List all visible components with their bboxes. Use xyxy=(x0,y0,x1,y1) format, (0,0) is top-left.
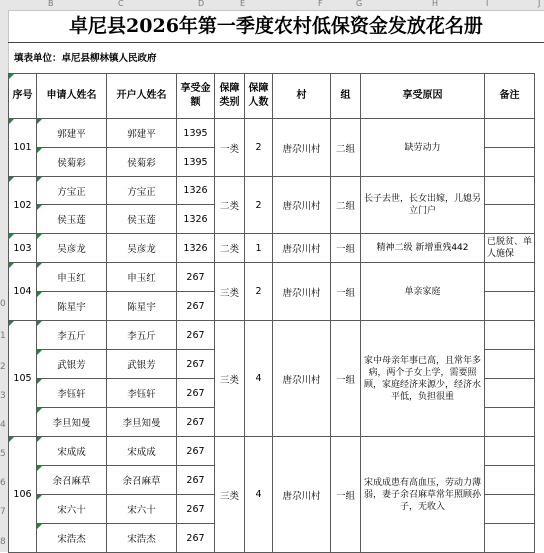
account-holder-cell[interactable]: 余召麻草 xyxy=(107,466,177,495)
row-number[interactable]: 3 xyxy=(0,391,6,401)
persons-cell[interactable]: 2 xyxy=(245,119,273,177)
column-letter[interactable]: D xyxy=(198,0,205,8)
account-holder-cell[interactable]: 申玉红 xyxy=(107,263,177,292)
row-number[interactable]: 7 xyxy=(0,507,6,517)
filing-unit-label: 填表单位：卓尼县柳林镇人民政府 xyxy=(14,53,157,64)
amount-cell[interactable]: 267 xyxy=(177,524,215,553)
table-row xyxy=(9,437,535,466)
remark-cell[interactable] xyxy=(485,292,535,321)
applicant-name-cell[interactable]: 宋成成 xyxy=(37,437,107,466)
remark-cell[interactable] xyxy=(485,321,535,350)
account-holder-cell[interactable]: 侯玉莲 xyxy=(107,205,177,234)
village-cell[interactable]: 唐尕川村 xyxy=(273,437,331,553)
page-title: 卓尼县2026年第一季度农村低保资金发放花名册 xyxy=(8,10,544,43)
applicant-name-cell[interactable]: 侯玉莲 xyxy=(37,205,107,234)
category-cell[interactable]: 二类 xyxy=(215,177,245,234)
applicant-name-cell[interactable]: 方宝正 xyxy=(37,177,107,205)
persons-cell[interactable]: 4 xyxy=(245,321,273,437)
amount-cell[interactable]: 1326 xyxy=(177,177,215,205)
amount-cell[interactable]: 267 xyxy=(177,466,215,495)
account-holder-cell[interactable]: 武银芳 xyxy=(107,350,177,379)
header-amount[interactable]: 享受金额 xyxy=(177,74,215,119)
account-holder-cell[interactable]: 方宝正 xyxy=(107,177,177,205)
applicant-name-cell[interactable]: 李钰轩 xyxy=(37,379,107,408)
household-seq-cell[interactable]: 104 xyxy=(9,263,37,321)
applicant-name-cell[interactable]: 郭建平 xyxy=(37,119,107,148)
table-row xyxy=(9,234,535,263)
column-letter[interactable]: J xyxy=(538,0,541,8)
category-cell[interactable]: 三类 xyxy=(215,437,245,553)
column-letter[interactable]: F xyxy=(318,0,323,8)
account-holder-cell[interactable]: 侯菊彩 xyxy=(107,148,177,177)
table-row xyxy=(9,119,535,148)
persons-cell[interactable]: 1 xyxy=(245,234,273,263)
group-cell[interactable]: 一组 xyxy=(331,437,361,553)
group-cell[interactable]: 二组 xyxy=(331,119,361,177)
amount-cell[interactable]: 267 xyxy=(177,321,215,350)
remark-cell[interactable] xyxy=(485,350,535,379)
remark-cell[interactable] xyxy=(485,177,535,205)
remark-cell[interactable] xyxy=(485,148,535,177)
table-row xyxy=(9,321,535,350)
remark-cell[interactable] xyxy=(485,408,535,437)
group-cell[interactable]: 一组 xyxy=(331,321,361,437)
village-cell[interactable]: 唐尕川村 xyxy=(273,321,331,437)
group-cell[interactable]: 一组 xyxy=(331,263,361,321)
remark-cell[interactable] xyxy=(485,495,535,524)
applicant-name-cell[interactable]: 吴彦龙 xyxy=(37,234,107,263)
reason-cell[interactable]: 宋成成患有高血压，劳动力薄弱，妻子余召麻草常年照顾孙子，无收入 xyxy=(361,437,485,553)
row-number[interactable]: 6 xyxy=(0,478,6,488)
header-group[interactable]: 组 xyxy=(331,74,361,119)
account-holder-cell[interactable]: 宋六十 xyxy=(107,495,177,524)
remark-cell[interactable] xyxy=(485,466,535,495)
village-cell[interactable]: 唐尕川村 xyxy=(273,177,331,234)
header-applicant[interactable]: 申请人姓名 xyxy=(37,74,107,119)
header-category[interactable]: 保障类别 xyxy=(215,74,245,119)
header-reason[interactable]: 享受原因 xyxy=(361,74,485,119)
reason-cell[interactable]: 家中母亲年事已高，且常年多病，两个子女上学，需要照顾，家庭经济来源少，经济水平低，负担很重 xyxy=(361,321,485,437)
reason-cell[interactable]: 单亲家庭 xyxy=(361,263,485,321)
village-cell[interactable]: 唐尕川村 xyxy=(273,263,331,321)
row-number[interactable]: 8 xyxy=(0,537,6,547)
village-cell[interactable]: 唐尕川村 xyxy=(273,119,331,177)
table-row xyxy=(9,177,535,205)
applicant-name-cell[interactable]: 宋六十 xyxy=(37,495,107,524)
group-cell[interactable]: 二组 xyxy=(331,177,361,234)
column-letter[interactable]: H xyxy=(432,0,439,8)
account-holder-cell[interactable]: 李钰轩 xyxy=(107,379,177,408)
roster-table xyxy=(8,73,535,553)
column-letter[interactable]: E xyxy=(240,0,246,8)
category-cell[interactable]: 三类 xyxy=(215,321,245,437)
remark-cell[interactable] xyxy=(485,263,535,292)
amount-cell[interactable]: 1395 xyxy=(177,148,215,177)
amount-cell[interactable]: 1326 xyxy=(177,234,215,263)
persons-cell[interactable]: 4 xyxy=(245,437,273,553)
applicant-name-cell[interactable]: 李旦知曼 xyxy=(37,408,107,437)
table-row xyxy=(9,263,535,292)
account-holder-cell[interactable]: 郭建平 xyxy=(107,119,177,148)
household-seq-cell[interactable]: 102 xyxy=(9,177,37,234)
applicant-name-cell[interactable]: 武银芳 xyxy=(37,350,107,379)
amount-cell[interactable]: 267 xyxy=(177,263,215,292)
column-letter[interactable]: I xyxy=(486,0,489,8)
header-village[interactable]: 村 xyxy=(273,74,331,119)
header-account-holder[interactable]: 开户人姓名 xyxy=(107,74,177,119)
remark-cell[interactable] xyxy=(485,205,535,234)
row-number[interactable]: 5 xyxy=(0,449,6,459)
header-row xyxy=(9,74,535,119)
column-letter[interactable]: B xyxy=(48,0,54,8)
row-number[interactable]: 1 xyxy=(0,331,6,341)
reason-cell[interactable]: 长子去世，长女出嫁，儿媳另立门户 xyxy=(361,177,485,234)
column-letter[interactable]: C xyxy=(118,0,124,8)
applicant-name-cell[interactable]: 申玉红 xyxy=(37,263,107,292)
remark-cell[interactable] xyxy=(485,379,535,408)
header-remark[interactable]: 备注 xyxy=(485,74,535,119)
amount-cell[interactable]: 267 xyxy=(177,379,215,408)
amount-cell[interactable]: 267 xyxy=(177,495,215,524)
reason-cell[interactable]: 缺劳动力 xyxy=(361,119,485,177)
group-cell[interactable]: 一组 xyxy=(331,234,361,263)
applicant-name-cell[interactable]: 李五斤 xyxy=(37,321,107,350)
account-holder-cell[interactable]: 宋浩杰 xyxy=(107,524,177,553)
category-cell[interactable]: 三类 xyxy=(215,263,245,321)
amount-cell[interactable]: 267 xyxy=(177,350,215,379)
household-seq-cell[interactable]: 106 xyxy=(9,437,37,553)
applicant-name-cell[interactable]: 宋浩杰 xyxy=(37,524,107,553)
category-cell[interactable]: 二类 xyxy=(215,234,245,263)
remark-cell[interactable] xyxy=(485,119,535,148)
account-holder-cell[interactable]: 宋成成 xyxy=(107,437,177,466)
account-holder-cell[interactable]: 李旦知曼 xyxy=(107,408,177,437)
applicant-name-cell[interactable]: 余召麻草 xyxy=(37,466,107,495)
account-holder-cell[interactable]: 陈星宇 xyxy=(107,292,177,321)
roster-body xyxy=(9,119,535,553)
persons-cell[interactable]: 2 xyxy=(245,177,273,234)
household-seq-cell[interactable]: 101 xyxy=(9,119,37,177)
row-number[interactable]: 2 xyxy=(0,362,6,372)
amount-cell[interactable]: 1326 xyxy=(177,205,215,234)
category-cell[interactable]: 一类 xyxy=(215,119,245,177)
amount-cell[interactable]: 267 xyxy=(177,292,215,321)
header-seq[interactable]: 序号 xyxy=(9,74,37,119)
amount-cell[interactable]: 1395 xyxy=(177,119,215,148)
reason-cell[interactable]: 精神二级 新增重残442 xyxy=(361,234,485,263)
persons-cell[interactable]: 2 xyxy=(245,263,273,321)
household-seq-cell[interactable]: 103 xyxy=(9,234,37,263)
row-number[interactable]: 0 xyxy=(0,299,6,309)
column-letter[interactable]: G xyxy=(356,0,363,8)
applicant-name-cell[interactable]: 陈星宇 xyxy=(37,292,107,321)
amount-cell[interactable]: 267 xyxy=(177,437,215,466)
header-persons[interactable]: 保障人数 xyxy=(245,74,273,119)
remark-cell[interactable] xyxy=(485,524,535,553)
household-seq-cell[interactable]: 105 xyxy=(9,321,37,437)
applicant-name-cell[interactable]: 侯菊彩 xyxy=(37,148,107,177)
row-number[interactable]: 4 xyxy=(0,420,6,430)
amount-cell[interactable]: 267 xyxy=(177,408,215,437)
account-holder-cell[interactable]: 吴彦龙 xyxy=(107,234,177,263)
remark-cell[interactable] xyxy=(485,437,535,466)
village-cell[interactable]: 唐尕川村 xyxy=(273,234,331,263)
remark-cell[interactable]: 已脱贫、单人施保 xyxy=(485,234,535,263)
account-holder-cell[interactable]: 李五斤 xyxy=(107,321,177,350)
